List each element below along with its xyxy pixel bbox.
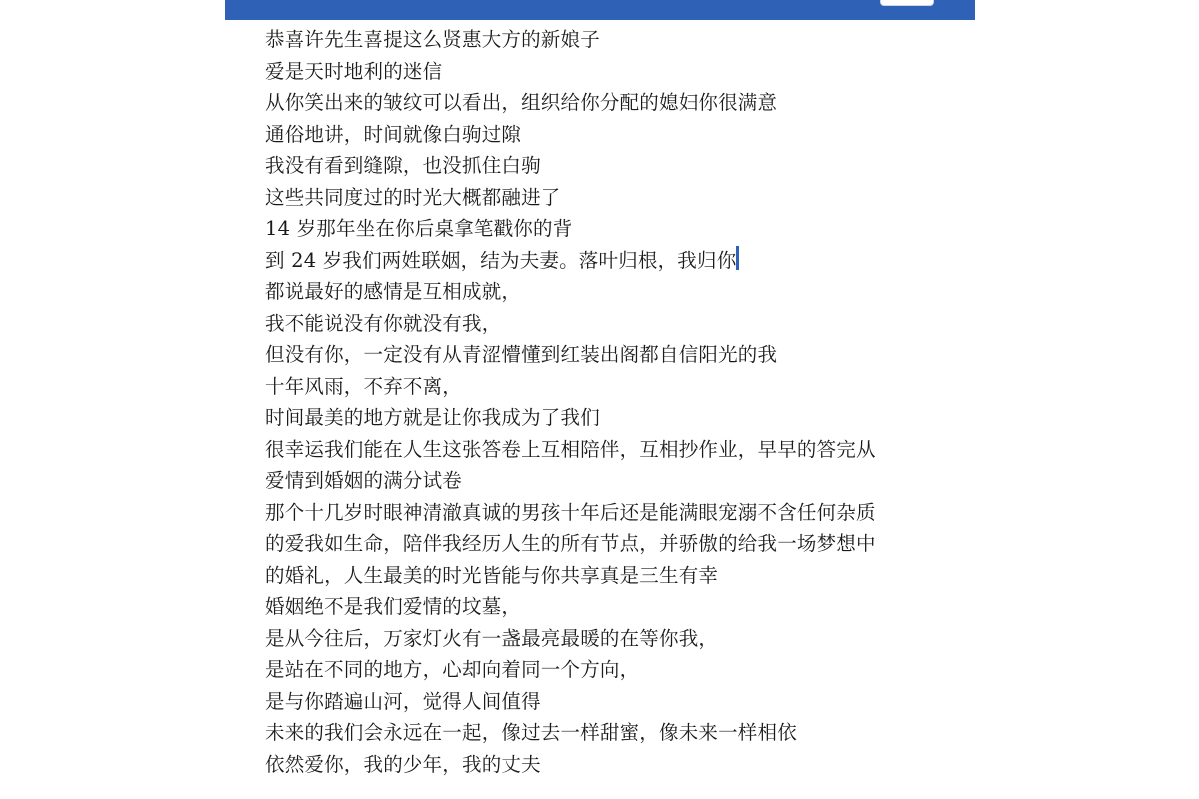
text-line: 爱情到婚姻的满分试卷 xyxy=(265,469,463,492)
document-body[interactable] xyxy=(265,24,965,780)
text-line: 爱是天时地利的迷信 xyxy=(265,59,443,83)
text-line-with-caret xyxy=(265,245,965,277)
text-line: 未来的我们会永远在一起，像过去一样甜蜜，像未来一样相依 xyxy=(265,721,797,744)
toolbar-button[interactable] xyxy=(880,0,934,6)
text-line: 的爱我如生命，陪伴我经历人生的所有节点，并骄傲的给我一场梦想中 xyxy=(265,532,876,555)
text-line: 但没有你，一定没有从青涩懵懂到红装出阁都自信阳光的我 xyxy=(265,343,778,366)
text-line: 十年风雨，不弃不离， xyxy=(265,374,463,398)
text-line: 我不能说没有你就没有我， xyxy=(265,311,502,335)
text-line: 那个十几岁时眼神清澈真诚的男孩十年后还是能满眼宠溺不含任何杂质 xyxy=(265,500,876,524)
text-line: 通俗地讲，时间就像白驹过隙 xyxy=(265,122,522,146)
text-line: 是从今往后，万家灯火有一盏最亮最暖的在等你我， xyxy=(265,626,719,650)
text-line: 婚姻绝不是我们爱情的坟墓， xyxy=(265,595,522,618)
text-line: 时间最美的地方就是让你我成为了我们 xyxy=(265,406,600,429)
text-line: 的婚礼，人生最美的时光皆能与你共享真是三生有幸 xyxy=(265,563,719,587)
text-line: 我没有看到缝隙，也没抓住白驹 xyxy=(265,154,541,177)
text-line: 是与你踏遍山河，觉得人间值得 xyxy=(265,689,541,713)
toolbar xyxy=(225,0,975,20)
text-line: 到 24 岁我们两姓联姻，结为夫妻。落叶归根，我归你 xyxy=(265,248,737,272)
text-line: 这些共同度过的时光大概都融进了 xyxy=(265,185,561,209)
text-line: 恭喜许先生喜提这么贤惠大方的新娘子 xyxy=(265,28,600,51)
text-line: 都说最好的感情是互相成就， xyxy=(265,280,522,303)
text-line: 是站在不同的地方，心却向着同一个方向， xyxy=(265,658,640,681)
text-line: 很幸运我们能在人生这张答卷上互相陪伴，互相抄作业，早早的答完从 xyxy=(265,437,876,461)
text-cursor xyxy=(736,246,739,270)
text-line: 依然爱你，我的少年，我的丈夫 xyxy=(265,752,541,776)
text-line: 14 岁那年坐在你后桌拿笔戳你的背 xyxy=(265,217,573,240)
text-line: 从你笑出来的皱纹可以看出，组织给你分配的媳妇你很满意 xyxy=(265,91,778,114)
